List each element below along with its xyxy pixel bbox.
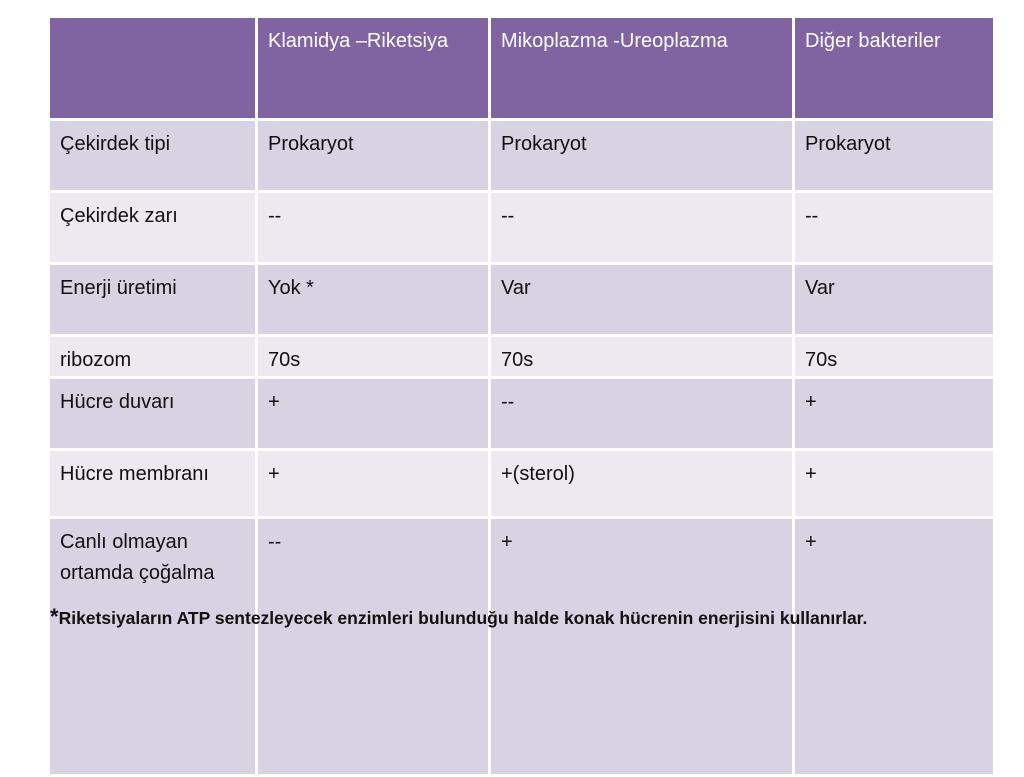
comparison-table (47, 15, 996, 777)
table-cell: Prokaryot (490, 120, 794, 192)
footnote (50, 604, 1010, 630)
table-cell: 70s (257, 336, 490, 378)
table-row (49, 518, 995, 776)
header-diger-bakteriler: Diğer bakteriler (794, 17, 995, 120)
table-row (49, 264, 995, 336)
table-cell: Prokaryot (257, 120, 490, 192)
table-cell: -- (257, 192, 490, 264)
table-cell: + (490, 518, 794, 776)
row-label: Canlı olmayan ortamda çoğalma (49, 518, 257, 776)
table-cell: + (794, 450, 995, 518)
table-cell: + (794, 378, 995, 450)
table-cell: -- (490, 378, 794, 450)
table-cell: Var (490, 264, 794, 336)
table-row (49, 120, 995, 192)
footnote-asterisk: * (50, 604, 59, 629)
row-label: Çekirdek zarı (49, 192, 257, 264)
table-cell: 70s (490, 336, 794, 378)
table-header-row (49, 17, 995, 120)
table-row (49, 192, 995, 264)
row-label: Hücre membranı (49, 450, 257, 518)
header-klamidya-riketsiya: Klamidya –Riketsiya (257, 17, 490, 120)
table-row (49, 450, 995, 518)
table-row (49, 336, 995, 378)
footnote-text: Riketsiyaların ATP sentezleyecek enzimleri bulunduğu halde konak hücrenin enerjisini kullanırlar. (58, 608, 868, 628)
table-cell: 70s (794, 336, 995, 378)
table-cell: + (257, 378, 490, 450)
table-cell: Var (794, 264, 995, 336)
table-cell: + (257, 450, 490, 518)
table-cell: -- (257, 518, 490, 776)
table-cell: -- (490, 192, 794, 264)
row-label: Hücre duvarı (49, 378, 257, 450)
header-corner-cell (49, 17, 257, 120)
row-label: ribozom (49, 336, 257, 378)
row-label: Çekirdek tipi (49, 120, 257, 192)
table-cell: +(sterol) (490, 450, 794, 518)
table-row (49, 378, 995, 450)
table-cell: Yok * (257, 264, 490, 336)
header-mikoplazma-ureoplazma: Mikoplazma -Ureoplazma (490, 17, 794, 120)
table-cell: Prokaryot (794, 120, 995, 192)
table-cell: + (794, 518, 995, 776)
table-cell: -- (794, 192, 995, 264)
row-label: Enerji üretimi (49, 264, 257, 336)
